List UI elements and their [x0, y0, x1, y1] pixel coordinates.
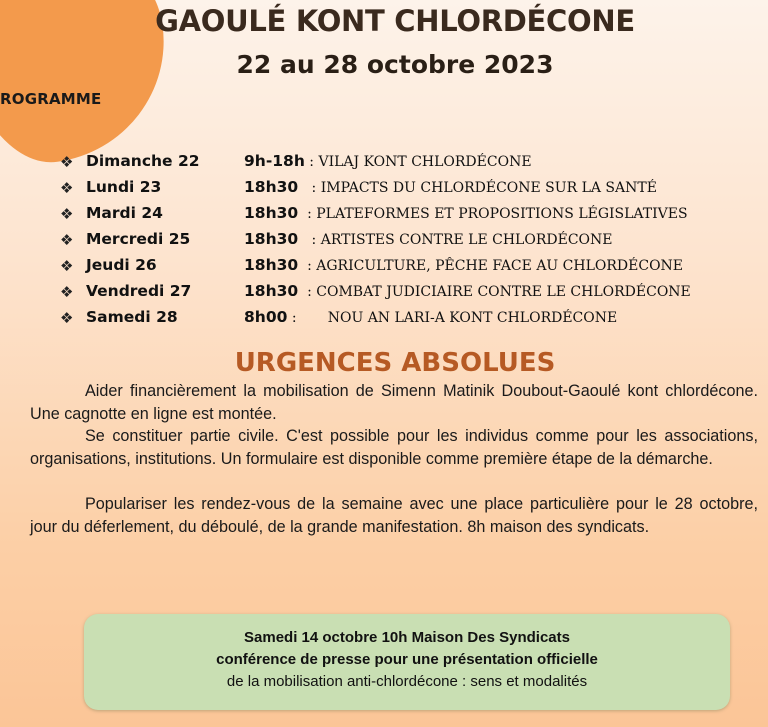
- programme-item: [60, 256, 760, 282]
- urgences-paragraph-rendez-vous: Populariser les rendez-vous de la semaine avec une place particulière pour le 28 octobre, jour du déferlement, du déboulé, de la grande manifestation. 8h maison des syndicats.: [30, 495, 758, 536]
- diamond-bullet-icon: ❖: [60, 257, 74, 275]
- diamond-bullet-icon: ❖: [60, 283, 74, 301]
- programme-day: Mercredi 25: [86, 230, 191, 248]
- urgences-title: URGENCES ABSOLUES: [234, 348, 556, 378]
- programme-item: [60, 230, 760, 256]
- programme-day: Dimanche 22: [86, 152, 200, 170]
- press-conference-notice: [84, 614, 730, 710]
- page-title: GAOULÉ KONT CHLORDÉCONE: [155, 4, 635, 38]
- programme-day: Jeudi 26: [86, 256, 157, 274]
- programme-item: [60, 282, 760, 308]
- programme-event: COMBAT JUDICIAIRE CONTRE LE CHLORDÉCONE: [316, 284, 691, 300]
- programme-item: [60, 178, 760, 204]
- programme-event: ARTISTES CONTRE LE CHLORDÉCONE: [320, 232, 613, 248]
- notice-line-date: Samedi 14 octobre 10h Maison Des Syndicats: [244, 629, 570, 646]
- programme-day: Samedi 28: [86, 308, 178, 326]
- diamond-bullet-icon: ❖: [60, 309, 74, 327]
- urgences-paragraph-partie-civile: Se constituer partie civile. C'est possible pour les individus comme pour les associations, organisations, institutions. Un formulaire est disponible comme première étape de la démarche.: [30, 427, 758, 468]
- notice-line-conference: conférence de presse pour une présentation officielle: [216, 651, 598, 668]
- programme-day: Vendredi 27: [86, 282, 192, 300]
- programme-item: [60, 152, 760, 178]
- programme-time: 18h30 : COMBAT JUDICIAIRE CONTRE LE CHLORDÉCONE: [244, 282, 691, 300]
- programme-time: 18h30 : ARTISTES CONTRE LE CHLORDÉCONE: [244, 230, 613, 248]
- programme-time: 9h-18h : VILAJ KONT CHLORDÉCONE: [244, 152, 532, 170]
- programme-event: AGRICULTURE, PÊCHE FACE AU CHLORDÉCONE: [316, 258, 684, 274]
- programme-event: IMPACTS DU CHLORDÉCONE SUR LA SANTÉ: [320, 180, 657, 196]
- programme-time: 18h30 : AGRICULTURE, PÊCHE FACE AU CHLORDÉCONE: [244, 256, 684, 274]
- urgences-paragraph-cagnotte: Aider financièrement la mobilisation de Simenn Matinik Doubout-Gaoulé kont chlordécone. Une cagnotte en ligne est montée.: [30, 382, 758, 423]
- programme-day: Mardi 24: [86, 204, 163, 222]
- diamond-bullet-icon: ❖: [60, 231, 74, 249]
- programme-event: NOU AN LARI-A KONT CHLORDÉCONE: [327, 310, 618, 326]
- programme-item: [60, 308, 760, 334]
- diamond-bullet-icon: ❖: [60, 153, 74, 171]
- notice-line-mobilisation: de la mobilisation anti-chlordécone : sens et modalités: [226, 673, 588, 690]
- programme-time: 8h00 : NOU AN LARI-A KONT CHLORDÉCONE: [244, 308, 618, 326]
- programme-time: 18h30 : PLATEFORMES ET PROPOSITIONS LÉGISLATIVES: [244, 204, 688, 222]
- programme-event: VILAJ KONT CHLORDÉCONE: [318, 154, 532, 170]
- programme-list: [60, 152, 760, 334]
- programme-day: Lundi 23: [86, 178, 162, 196]
- programme-event: PLATEFORMES ET PROPOSITIONS LÉGISLATIVES: [316, 206, 688, 222]
- diamond-bullet-icon: ❖: [60, 205, 74, 223]
- programme-label: ROGRAMME: [0, 90, 102, 108]
- diamond-bullet-icon: ❖: [60, 179, 74, 197]
- event-dates: 22 au 28 octobre 2023: [236, 50, 554, 79]
- programme-item: [60, 204, 760, 230]
- programme-time: 18h30 : IMPACTS DU CHLORDÉCONE SUR LA SANTÉ: [244, 178, 657, 196]
